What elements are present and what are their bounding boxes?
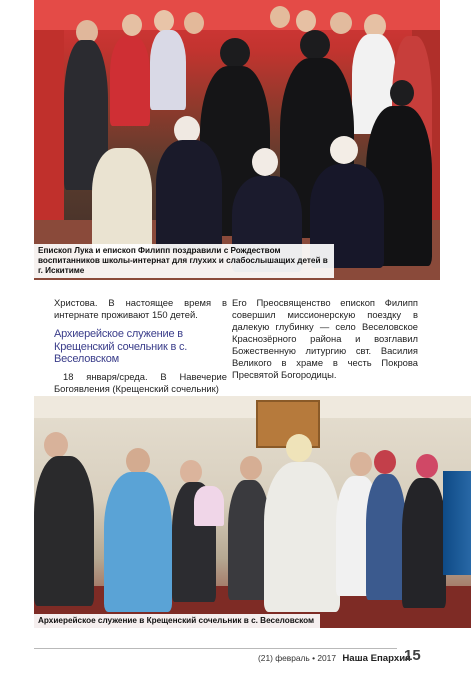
paragraph-intro: Христова. В настоящее время в интернате проживают 150 детей. [54,297,227,320]
magazine-cover-fragment [443,471,471,575]
magazine-title: Наша Епархия [342,653,411,664]
group-photo-christmas [34,0,440,280]
footer [258,653,411,664]
left-column [54,297,227,395]
paragraph-body: 18 января/среда. В Навечерие Богоявления (Крещенский сочельник) [54,370,227,394]
section-heading: Архиерейское служение в Крещенский сочельник в с. Веселовском [54,328,188,365]
right-column [232,297,418,381]
photo-caption: Епископ Лука и епископ Филипп поздравили с Рождеством воспитанников школы-интернат для глухих и слабослышащих детей в г. Искитиме [34,244,334,278]
church-service-photo [34,396,471,628]
paragraph-body: Его Преосвященство епископ Филипп совершил миссионерскую поездку в далекую глубинку — село Веселовское Краснозёрного района и возглавил Божественную литургию свт. Василия Великого в храме в честь Покрова Пресвятой Богородицы. [232,297,418,380]
photo-caption: Архиерейское служение в Крещенский сочельник в с. Веселовском [34,614,320,628]
page-number: 15 [404,647,421,664]
issue-info: (21) февраль • 2017 [258,653,337,663]
footer-rule [34,648,397,649]
